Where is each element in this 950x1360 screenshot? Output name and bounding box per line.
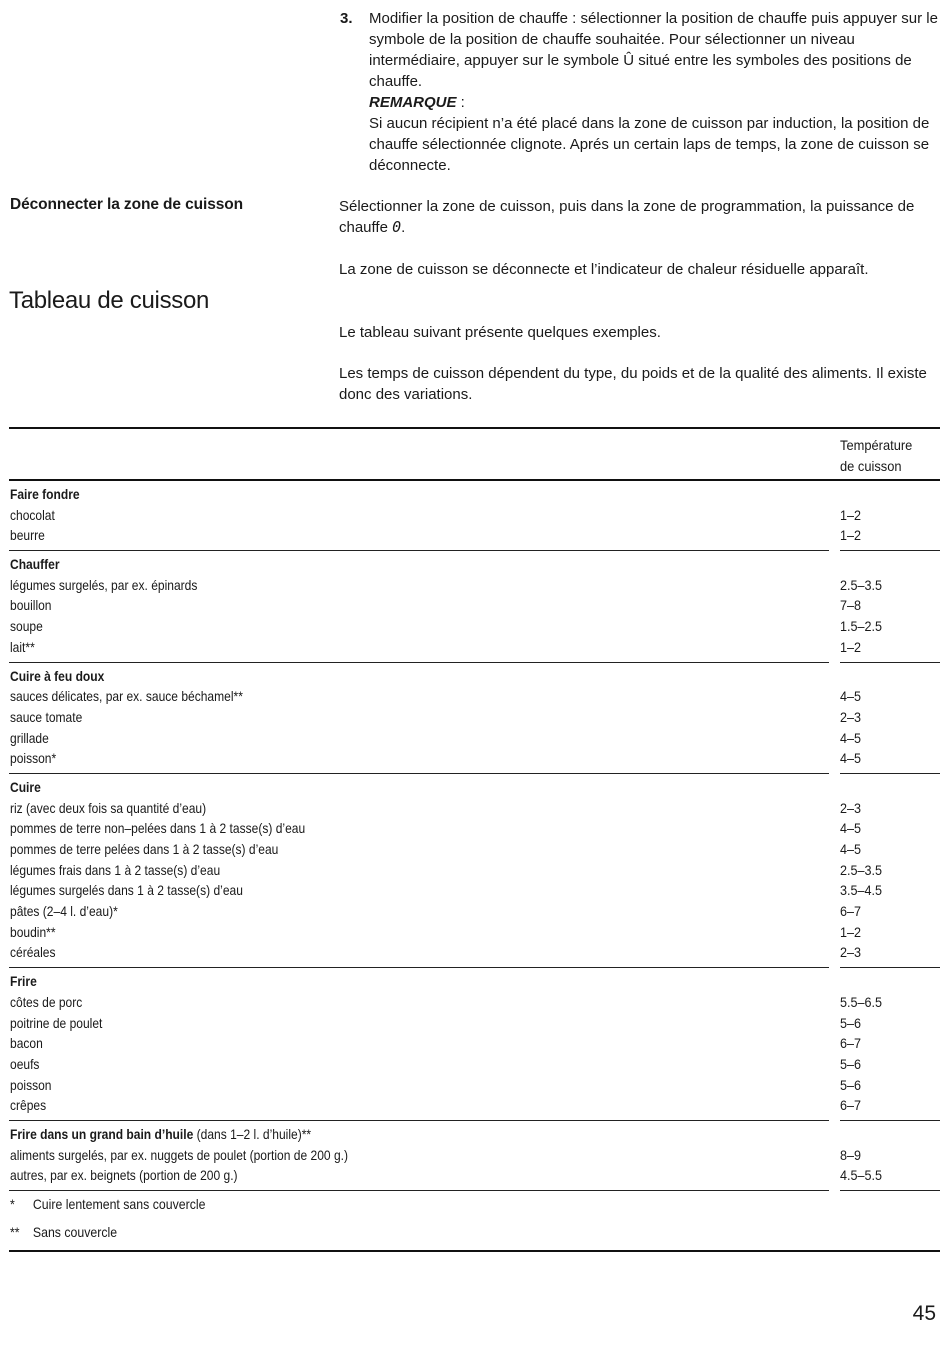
cooking-table: [9, 427, 940, 1252]
temperature-value: 2–3: [840, 944, 862, 961]
temperature-value: 5.5–6.5: [840, 993, 883, 1010]
group-heading-row: [9, 777, 940, 798]
group-title-text: Frire dans un grand bain d’huile: [10, 1125, 194, 1142]
temperature-value: 2–3: [840, 799, 862, 816]
temperature-value: 4–5: [840, 841, 862, 857]
heat-level-digit: 0: [392, 218, 402, 236]
food-name: oeufs: [10, 1055, 40, 1072]
table-row: [9, 748, 940, 769]
disconnect-result: La zone de cuisson se déconnecte et l’indicateur de chaleur résiduelle apparaît.: [339, 261, 869, 278]
temperature-value: 5–6: [840, 1014, 862, 1031]
food-name: poisson*: [10, 750, 57, 767]
table-row: [9, 860, 940, 881]
footnote-text: Cuire lentement sans couvercle: [32, 1196, 206, 1212]
table-row: [9, 575, 940, 596]
remarque-label: REMARQUE: [369, 94, 457, 111]
temperature-value: 1–2: [840, 506, 862, 523]
table-row: [9, 595, 940, 616]
table-row: [9, 616, 940, 637]
remarque-text: Si aucun récipient n’a été placé dans la zone de cuisson par induction, la position de chauffe sélectionnée clignote. Aprés un certain laps de temps, la zone de cuisson se déconnecte.: [369, 115, 930, 174]
remarque-colon: :: [456, 94, 465, 111]
header-line-1: Température: [840, 437, 913, 453]
temperature-value: 3.5–4.5: [840, 882, 883, 899]
food-name: chocolat: [10, 506, 55, 523]
footnote-text: Sans couvercle: [32, 1224, 118, 1240]
table-group: [9, 481, 940, 551]
step-3: [340, 8, 938, 176]
table-row: [9, 1075, 940, 1096]
group-title: [10, 554, 60, 575]
group-heading-row: [9, 971, 940, 992]
remarque-heading: [369, 92, 938, 113]
table-row: [9, 839, 940, 860]
header-line-2: de cuisson: [840, 458, 902, 474]
table-row: [9, 728, 940, 749]
disconnect-period: .: [401, 219, 406, 236]
disconnect-label: Déconnecter la zone de cuisson: [10, 196, 244, 213]
temperature-value: 1–2: [840, 527, 862, 544]
food-name: aliments surgelés, par ex. nuggets de poulet (portion de 200 g.): [10, 1146, 349, 1163]
group-heading-row: [9, 1124, 940, 1145]
footnote-mark: **: [10, 1224, 20, 1240]
section-note: Les temps de cuisson dépendent du type, du poids et de la qualité des aliments. Il existe donc des variations.: [339, 365, 927, 403]
temperature-value: 2–3: [840, 708, 862, 725]
food-name: légumes surgelés dans 1 à 2 tasse(s) d’eau: [10, 882, 243, 899]
food-name: soupe: [10, 618, 43, 635]
group-heading-row: [9, 554, 940, 575]
group-title-text: Cuire: [10, 778, 41, 795]
temperature-value: 5–6: [840, 1076, 862, 1093]
food-name: grillade: [10, 729, 49, 746]
table-footnotes: [9, 1191, 940, 1252]
group-heading-row: [9, 666, 940, 687]
footnote-mark: *: [10, 1196, 15, 1212]
group-title-text: Faire fondre: [10, 486, 80, 502]
food-name: beurre: [10, 527, 45, 544]
table-row: [9, 1165, 940, 1186]
food-name: crêpes: [10, 1097, 47, 1114]
food-name: bacon: [10, 1035, 43, 1052]
table-row: [9, 1033, 940, 1054]
temperature-value: 1–2: [840, 638, 862, 655]
group-heading-row: [9, 484, 940, 505]
food-name: céréales: [10, 944, 56, 961]
temperature-value: 6–7: [840, 1035, 862, 1052]
temperature-value: 7–8: [840, 597, 862, 614]
table-row: [9, 1013, 940, 1034]
table-row: [9, 707, 940, 728]
temperature-value: 1.5–2.5: [840, 618, 883, 635]
temperature-value: 4–5: [840, 820, 862, 837]
temperature-value: 2.5–3.5: [840, 861, 883, 878]
table-group: [9, 968, 940, 1121]
food-name: boudin**: [10, 923, 56, 940]
temperature-value: 8–9: [840, 1146, 862, 1163]
temperature-value: 4–5: [840, 688, 862, 705]
footnote-2: [10, 1224, 117, 1240]
temperature-value: 6–7: [840, 1097, 862, 1114]
group-title: [10, 484, 80, 505]
table-body: [9, 481, 940, 1191]
table-row: [9, 922, 940, 943]
table-group: [9, 1121, 940, 1191]
group-title: [10, 971, 37, 992]
table-row: [9, 992, 940, 1013]
food-name: sauce tomate: [10, 708, 83, 725]
section-title: Tableau de cuisson: [9, 287, 210, 314]
food-name: autres, par ex. beignets (portion de 200 g.): [10, 1167, 238, 1184]
table-row: [9, 1095, 940, 1116]
step-text: Modifier la position de chauffe : sélectionner la position de chauffe puis appuyer sur le symbole de la position de chauffe souhaitée. Pour sélectionner un niveau intermédiaire, appuyer sur le symbole Û situé entre les symboles des positions de chauffe.: [369, 10, 938, 90]
group-title-text: Chauffer: [10, 556, 60, 573]
table-header: [9, 429, 940, 481]
disconnect-instruction: [339, 196, 939, 238]
table-row: [9, 525, 940, 546]
step-number: 3.: [340, 10, 353, 27]
temperature-value: 6–7: [840, 903, 862, 920]
food-name: bouillon: [10, 597, 52, 614]
food-name: pommes de terre non–pelées dans 1 à 2 tasse(s) d’eau: [10, 820, 306, 837]
food-name: pâtes (2–4 l. d’eau)*: [10, 903, 118, 920]
food-name: poisson: [10, 1076, 52, 1093]
group-title: [10, 666, 104, 687]
temperature-value: 5–6: [840, 1055, 862, 1072]
footnote-1: [10, 1196, 205, 1212]
temperature-value: 4.5–5.5: [840, 1167, 883, 1184]
table-row: [9, 637, 940, 658]
group-title: [10, 1124, 311, 1145]
food-name: légumes surgelés, par ex. épinards: [10, 576, 198, 593]
table-group: [9, 551, 940, 662]
food-name: pommes de terre pelées dans 1 à 2 tasse(s) d’eau: [10, 841, 279, 857]
group-title: [10, 777, 41, 798]
table-group: [9, 774, 940, 968]
group-title-text: Cuire à feu doux: [10, 667, 105, 684]
temperature-value: 2.5–3.5: [840, 576, 883, 593]
table-row: [9, 1054, 940, 1075]
section-intro: Le tableau suivant présente quelques exemples.: [339, 324, 661, 341]
food-name: lait**: [10, 638, 35, 655]
food-name: sauces délicates, par ex. sauce béchamel**: [10, 688, 243, 705]
page-number: 45: [912, 1302, 936, 1325]
food-name: légumes frais dans 1 à 2 tasse(s) d’eau: [10, 861, 221, 878]
table-row: [9, 942, 940, 963]
table-row: [9, 1145, 940, 1166]
step-body: [369, 8, 938, 176]
food-name: riz (avec deux fois sa quantité d’eau): [10, 799, 207, 816]
disconnect-text: Sélectionner la zone de cuisson, puis dans la zone de programmation, la puissance de chauffe: [339, 198, 915, 236]
table-group: [9, 663, 940, 774]
temperature-value: 1–2: [840, 923, 862, 940]
temperature-column-header: [840, 435, 932, 477]
food-name: poitrine de poulet: [10, 1014, 103, 1031]
table-row: [9, 901, 940, 922]
table-row: [9, 505, 940, 526]
table-row: [9, 798, 940, 819]
temperature-value: 4–5: [840, 729, 862, 746]
group-title-text: Frire: [10, 973, 37, 990]
table-row: [9, 818, 940, 839]
temperature-value: 4–5: [840, 750, 862, 767]
table-row: [9, 880, 940, 901]
table-row: [9, 686, 940, 707]
food-name: côtes de porc: [10, 993, 83, 1010]
group-title-suffix: (dans 1–2 l. d’huile)**: [193, 1125, 312, 1142]
